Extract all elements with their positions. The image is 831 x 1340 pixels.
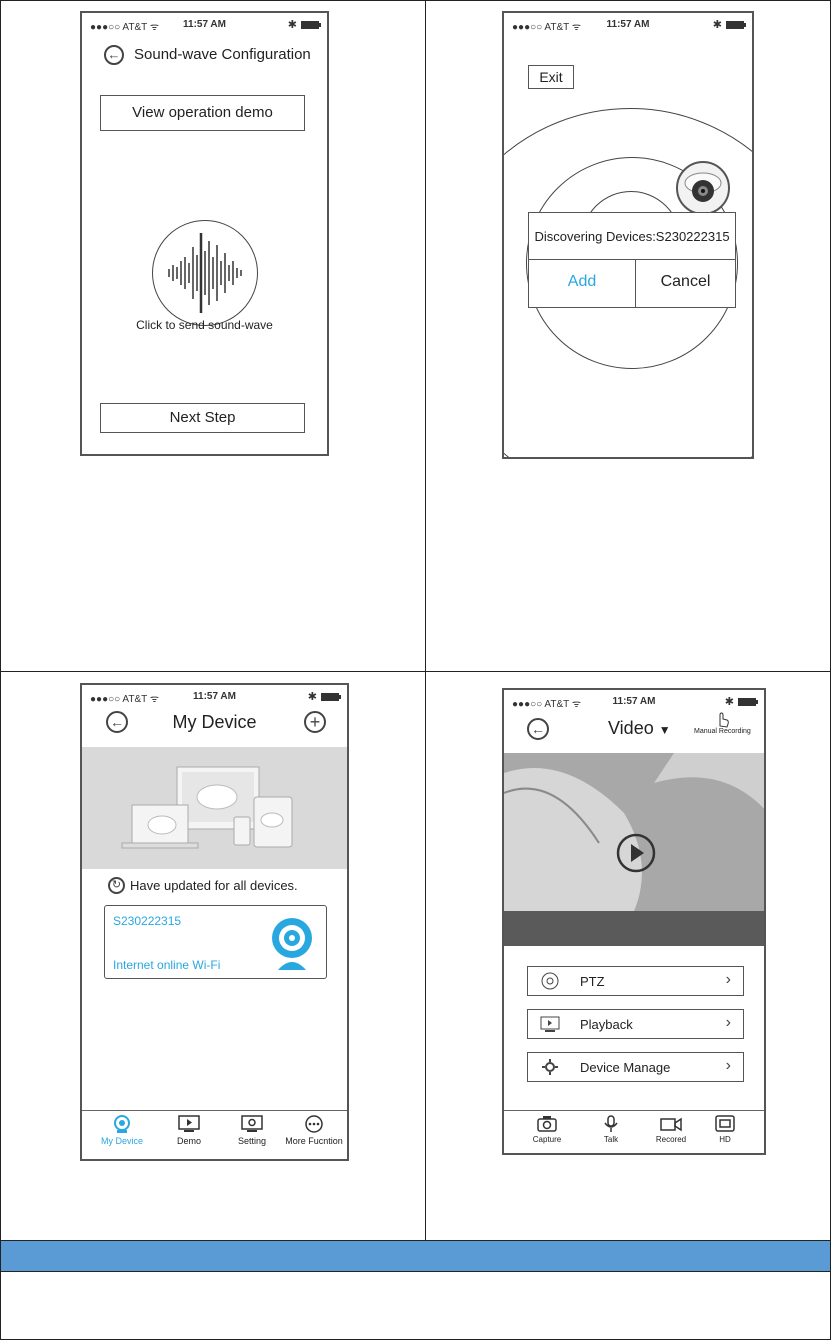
tab-label: Recored bbox=[655, 1135, 687, 1144]
carrier-label: ●●●○○ AT&T ᯤ bbox=[512, 699, 581, 710]
ptz-icon bbox=[540, 972, 560, 990]
row-divider bbox=[0, 671, 831, 672]
video-record-icon bbox=[660, 1115, 682, 1133]
add-device-icon[interactable]: + bbox=[304, 711, 326, 733]
video-title: Video bbox=[608, 718, 654, 738]
refresh-icon[interactable]: ↻ bbox=[108, 877, 125, 894]
tab-label: Setting bbox=[237, 1136, 267, 1146]
chevron-right-icon: › bbox=[725, 971, 731, 988]
status-bar bbox=[504, 13, 752, 35]
playback-icon bbox=[540, 1015, 560, 1033]
microphone-icon bbox=[600, 1115, 622, 1133]
discovery-message: Discovering Devices:S230222315 bbox=[534, 229, 730, 244]
settings-icon bbox=[241, 1115, 263, 1133]
phone-video bbox=[502, 688, 766, 1155]
clock: 11:57 AM bbox=[193, 691, 236, 702]
battery-icon bbox=[726, 21, 744, 29]
device-manage-row[interactable] bbox=[527, 1052, 744, 1082]
tab-setting[interactable] bbox=[222, 1115, 282, 1146]
video-control-bar bbox=[504, 911, 764, 946]
gear-icon bbox=[540, 1058, 560, 1076]
tab-label: HD bbox=[719, 1135, 731, 1144]
device-id: S230222315 bbox=[113, 914, 182, 928]
video-player[interactable] bbox=[504, 753, 764, 911]
row-label: Playback bbox=[580, 1017, 633, 1032]
device-status: Internet online Wi-Fi bbox=[113, 958, 221, 972]
bluetooth-icon: ✱ bbox=[724, 696, 734, 708]
carrier-label: ●●●○○ AT&T ᯤ bbox=[90, 22, 159, 33]
dome-camera-icon bbox=[676, 161, 730, 215]
row-label: Device Manage bbox=[580, 1060, 671, 1075]
dropdown-arrow-icon: ▼ bbox=[658, 723, 671, 737]
camera-icon bbox=[111, 1115, 133, 1133]
hd-icon bbox=[714, 1115, 736, 1133]
manual-recording-button[interactable]: Manual Recording bbox=[694, 728, 751, 735]
send-sound-wave-button[interactable] bbox=[152, 220, 258, 326]
tab-hd[interactable] bbox=[700, 1115, 750, 1144]
ptz-row[interactable] bbox=[527, 966, 744, 996]
hand-pointer-icon bbox=[716, 712, 730, 728]
battery-icon bbox=[301, 21, 319, 29]
tab-bar bbox=[504, 1110, 764, 1153]
discovery-dialog bbox=[528, 212, 736, 308]
sound-wave-hint: Click to send sound-wave bbox=[136, 318, 273, 332]
tab-talk[interactable] bbox=[586, 1115, 636, 1144]
phone-sound-wave-config bbox=[80, 11, 329, 456]
leaf-video-frame bbox=[504, 753, 764, 911]
chevron-right-icon: › bbox=[725, 1014, 731, 1031]
tab-label: My Device bbox=[100, 1136, 143, 1146]
page-title: Sound-wave Configuration bbox=[134, 46, 311, 63]
status-bar bbox=[504, 690, 764, 712]
tab-label: Demo bbox=[176, 1136, 201, 1146]
page-title: My Device bbox=[172, 712, 257, 732]
tab-bar bbox=[82, 1110, 347, 1159]
battery-icon bbox=[738, 698, 756, 706]
device-card[interactable] bbox=[104, 905, 327, 979]
play-screen-icon bbox=[178, 1115, 200, 1133]
tab-capture[interactable] bbox=[522, 1115, 572, 1144]
tab-demo[interactable] bbox=[159, 1115, 219, 1146]
bluetooth-icon: ✱ bbox=[712, 19, 722, 31]
device-camera-icon bbox=[268, 916, 316, 972]
tab-more-function[interactable] bbox=[279, 1115, 349, 1146]
view-demo-button[interactable]: View operation demo bbox=[100, 95, 305, 131]
sound-wave-icon bbox=[153, 221, 256, 324]
tab-label: Talk bbox=[603, 1135, 619, 1144]
carrier-label: ●●●○○ AT&T ᯤ bbox=[512, 22, 581, 33]
devices-banner bbox=[82, 747, 347, 869]
tab-label: Capture bbox=[532, 1135, 562, 1144]
tab-label: More Fucntion bbox=[285, 1136, 343, 1146]
clock: 11:57 AM bbox=[183, 19, 226, 30]
battery-icon bbox=[321, 693, 339, 701]
page-title[interactable] bbox=[608, 718, 671, 739]
tab-my-device[interactable] bbox=[92, 1115, 152, 1146]
bluetooth-icon: ✱ bbox=[307, 691, 317, 703]
tab-recored[interactable] bbox=[646, 1115, 696, 1144]
clock: 11:57 AM bbox=[606, 19, 650, 30]
back-arrow-icon[interactable]: ← bbox=[104, 45, 124, 65]
camera-icon bbox=[536, 1115, 558, 1133]
clock: 11:57 AM bbox=[612, 696, 656, 707]
chevron-right-icon: › bbox=[725, 1057, 731, 1074]
back-arrow-icon[interactable]: ← bbox=[106, 711, 128, 733]
update-status: Have updated for all devices. bbox=[130, 878, 298, 893]
phone-my-device bbox=[80, 683, 349, 1161]
playback-row[interactable] bbox=[527, 1009, 744, 1039]
cloud-devices-illustration bbox=[82, 747, 349, 869]
add-button[interactable]: Add bbox=[567, 273, 597, 290]
table-header-band bbox=[1, 1240, 830, 1272]
column-divider bbox=[425, 0, 426, 1240]
back-arrow-icon[interactable]: ← bbox=[527, 718, 549, 740]
more-icon bbox=[303, 1115, 325, 1133]
phone-discovering bbox=[502, 11, 754, 459]
status-bar bbox=[82, 685, 347, 707]
bluetooth-icon: ✱ bbox=[287, 19, 297, 31]
exit-button[interactable]: Exit bbox=[528, 65, 574, 89]
dialog-divider bbox=[529, 259, 735, 260]
carrier-label: ●●●○○ AT&T ᯤ bbox=[90, 694, 159, 705]
next-step-button[interactable]: Next Step bbox=[100, 403, 305, 433]
status-bar bbox=[82, 13, 327, 35]
row-label: PTZ bbox=[580, 974, 605, 989]
cancel-button[interactable]: Cancel bbox=[660, 273, 711, 290]
